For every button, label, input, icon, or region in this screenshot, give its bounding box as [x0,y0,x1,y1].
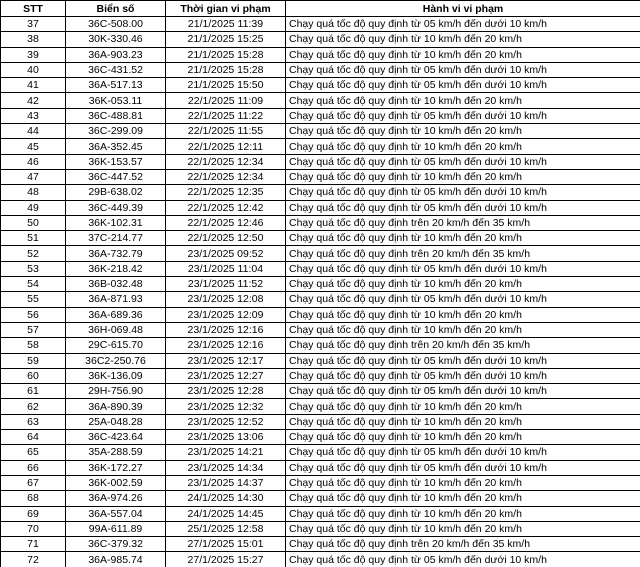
table-row [1,47,640,62]
cell-violation-behavior: Chạy quá tốc độ quy định từ 05 km/h đến dưới 10 km/h [286,292,640,307]
cell-violation-behavior: Chạy quá tốc độ quy định trên 20 km/h đến 35 km/h [286,215,640,230]
cell-license-plate: 36B-032.48 [66,277,166,292]
table-row [1,322,640,337]
cell-stt: 72 [1,552,66,567]
cell-license-plate: 36K-002.59 [66,475,166,490]
cell-license-plate: 36A-732.79 [66,246,166,261]
cell-violation-time: 23/1/2025 12:28 [166,384,286,399]
cell-violation-behavior: Chạy quá tốc độ quy định từ 05 km/h đến dưới 10 km/h [286,552,640,567]
cell-violation-time: 27/1/2025 15:27 [166,552,286,567]
cell-violation-time: 22/1/2025 12:50 [166,231,286,246]
cell-stt: 60 [1,368,66,383]
cell-stt: 64 [1,430,66,445]
cell-license-plate: 36C-488.81 [66,108,166,123]
cell-license-plate: 99A-611.89 [66,521,166,536]
cell-stt: 40 [1,62,66,77]
table-row [1,231,640,246]
cell-violation-behavior: Chạy quá tốc độ quy định từ 05 km/h đến dưới 10 km/h [286,384,640,399]
table-row [1,292,640,307]
header-violation-time: Thời gian vi phạm [166,1,286,17]
cell-violation-time: 23/1/2025 14:37 [166,475,286,490]
cell-violation-time: 23/1/2025 12:32 [166,399,286,414]
table-row [1,169,640,184]
cell-license-plate: 36A-871.93 [66,292,166,307]
table-row [1,384,640,399]
cell-stt: 41 [1,78,66,93]
cell-violation-time: 22/1/2025 12:35 [166,185,286,200]
table-body [1,17,640,567]
cell-stt: 47 [1,169,66,184]
header-license-plate: Biển số [66,1,166,17]
header-violation-behavior: Hành vi vi phạm [286,1,640,17]
cell-violation-time: 21/1/2025 15:25 [166,32,286,47]
cell-stt: 63 [1,414,66,429]
cell-violation-time: 23/1/2025 14:34 [166,460,286,475]
cell-license-plate: 36C-299.09 [66,124,166,139]
cell-violation-behavior: Chạy quá tốc độ quy định từ 05 km/h đến dưới 10 km/h [286,445,640,460]
cell-violation-behavior: Chạy quá tốc độ quy định từ 10 km/h đến 20 km/h [286,414,640,429]
cell-violation-behavior: Chạy quá tốc độ quy định từ 05 km/h đến dưới 10 km/h [286,108,640,123]
cell-license-plate: 36K-172.27 [66,460,166,475]
cell-stt: 45 [1,139,66,154]
cell-license-plate: 36A-903.23 [66,47,166,62]
table-row [1,506,640,521]
cell-stt: 67 [1,475,66,490]
cell-violation-time: 23/1/2025 12:27 [166,368,286,383]
cell-violation-time: 23/1/2025 12:16 [166,322,286,337]
cell-violation-behavior: Chạy quá tốc độ quy định trên 20 km/h đến 35 km/h [286,246,640,261]
cell-violation-behavior: Chạy quá tốc độ quy định từ 05 km/h đến dưới 10 km/h [286,261,640,276]
cell-violation-behavior: Chạy quá tốc độ quy định từ 05 km/h đến dưới 10 km/h [286,353,640,368]
cell-violation-behavior: Chạy quá tốc độ quy định từ 10 km/h đến 20 km/h [286,93,640,108]
cell-license-plate: 35A-288.59 [66,445,166,460]
table-row [1,521,640,536]
cell-stt: 57 [1,322,66,337]
cell-license-plate: 36K-153.57 [66,154,166,169]
cell-license-plate: 36C-508.00 [66,17,166,32]
cell-license-plate: 36A-557.04 [66,506,166,521]
cell-license-plate: 36A-689.36 [66,307,166,322]
cell-violation-time: 23/1/2025 12:16 [166,338,286,353]
table-row [1,460,640,475]
cell-violation-time: 23/1/2025 12:09 [166,307,286,322]
cell-violation-behavior: Chạy quá tốc độ quy định từ 05 km/h đến dưới 10 km/h [286,17,640,32]
cell-violation-time: 22/1/2025 12:34 [166,169,286,184]
cell-stt: 46 [1,154,66,169]
table-row [1,124,640,139]
cell-violation-time: 24/1/2025 14:45 [166,506,286,521]
cell-violation-time: 24/1/2025 14:30 [166,491,286,506]
cell-stt: 37 [1,17,66,32]
header-stt: STT [1,1,66,17]
cell-violation-behavior: Chạy quá tốc độ quy định từ 05 km/h đến dưới 10 km/h [286,78,640,93]
cell-violation-behavior: Chạy quá tốc độ quy định từ 05 km/h đến dưới 10 km/h [286,62,640,77]
cell-stt: 38 [1,32,66,47]
cell-stt: 61 [1,384,66,399]
cell-stt: 39 [1,47,66,62]
cell-stt: 62 [1,399,66,414]
cell-stt: 52 [1,246,66,261]
table-row [1,445,640,460]
cell-stt: 56 [1,307,66,322]
cell-license-plate: 29C-615.70 [66,338,166,353]
cell-violation-time: 21/1/2025 15:28 [166,62,286,77]
cell-violation-time: 23/1/2025 11:52 [166,277,286,292]
cell-violation-behavior: Chạy quá tốc độ quy định từ 05 km/h đến dưới 10 km/h [286,200,640,215]
cell-license-plate: 36C-379.32 [66,537,166,552]
cell-violation-time: 22/1/2025 11:09 [166,93,286,108]
cell-violation-behavior: Chạy quá tốc độ quy định từ 10 km/h đến 20 km/h [286,124,640,139]
cell-license-plate: 37C-214.77 [66,231,166,246]
cell-violation-time: 23/1/2025 12:17 [166,353,286,368]
table-row [1,414,640,429]
cell-violation-behavior: Chạy quá tốc độ quy định từ 10 km/h đến 20 km/h [286,506,640,521]
cell-violation-time: 21/1/2025 11:39 [166,17,286,32]
table-row [1,246,640,261]
cell-violation-time: 27/1/2025 15:01 [166,537,286,552]
table-row [1,430,640,445]
cell-stt: 50 [1,215,66,230]
table-row [1,154,640,169]
table-row [1,215,640,230]
cell-violation-behavior: Chạy quá tốc độ quy định từ 05 km/h đến dưới 10 km/h [286,154,640,169]
cell-stt: 71 [1,537,66,552]
cell-stt: 48 [1,185,66,200]
cell-violation-time: 22/1/2025 12:34 [166,154,286,169]
cell-violation-time: 23/1/2025 09:52 [166,246,286,261]
cell-stt: 59 [1,353,66,368]
cell-violation-behavior: Chạy quá tốc độ quy định từ 10 km/h đến 20 km/h [286,47,640,62]
cell-violation-behavior: Chạy quá tốc độ quy định từ 10 km/h đến 20 km/h [286,231,640,246]
table-row [1,62,640,77]
cell-license-plate: 36K-102.31 [66,215,166,230]
cell-license-plate: 36A-517.13 [66,78,166,93]
cell-stt: 68 [1,491,66,506]
cell-license-plate: 36C-449.39 [66,200,166,215]
cell-violation-behavior: Chạy quá tốc độ quy định từ 10 km/h đến 20 km/h [286,430,640,445]
cell-license-plate: 30K-330.46 [66,32,166,47]
table-row [1,261,640,276]
cell-violation-behavior: Chạy quá tốc độ quy định từ 10 km/h đến 20 km/h [286,399,640,414]
cell-stt: 51 [1,231,66,246]
cell-license-plate: 36A-974.26 [66,491,166,506]
table-row [1,368,640,383]
cell-stt: 55 [1,292,66,307]
cell-violation-behavior: Chạy quá tốc độ quy định từ 10 km/h đến 20 km/h [286,307,640,322]
cell-violation-time: 22/1/2025 11:22 [166,108,286,123]
cell-license-plate: 36K-053.11 [66,93,166,108]
cell-violation-behavior: Chạy quá tốc độ quy định từ 10 km/h đến 20 km/h [286,32,640,47]
table-row [1,17,640,32]
cell-violation-time: 21/1/2025 15:28 [166,47,286,62]
table-row [1,353,640,368]
cell-stt: 49 [1,200,66,215]
cell-violation-behavior: Chạy quá tốc độ quy định từ 10 km/h đến 20 km/h [286,491,640,506]
table-row [1,32,640,47]
cell-license-plate: 36C-431.52 [66,62,166,77]
cell-violation-time: 23/1/2025 13:06 [166,430,286,445]
cell-stt: 70 [1,521,66,536]
cell-violation-time: 21/1/2025 15:50 [166,78,286,93]
cell-violation-behavior: Chạy quá tốc độ quy định trên 20 km/h đến 35 km/h [286,537,640,552]
cell-license-plate: 29B-638.02 [66,185,166,200]
cell-license-plate: 36C-447.52 [66,169,166,184]
table-row [1,552,640,567]
cell-license-plate: 36H-069.48 [66,322,166,337]
cell-violation-time: 22/1/2025 12:42 [166,200,286,215]
cell-violation-behavior: Chạy quá tốc độ quy định từ 10 km/h đến 20 km/h [286,322,640,337]
table-row [1,399,640,414]
cell-license-plate: 36C-423.64 [66,430,166,445]
cell-violation-time: 22/1/2025 12:46 [166,215,286,230]
table-row [1,108,640,123]
cell-violation-behavior: Chạy quá tốc độ quy định từ 10 km/h đến 20 km/h [286,169,640,184]
cell-license-plate: 29H-756.90 [66,384,166,399]
cell-stt: 53 [1,261,66,276]
cell-license-plate: 36A-890.39 [66,399,166,414]
cell-violation-behavior: Chạy quá tốc độ quy định từ 05 km/h đến dưới 10 km/h [286,185,640,200]
table-row [1,78,640,93]
table-row [1,277,640,292]
cell-violation-behavior: Chạy quá tốc độ quy định từ 10 km/h đến 20 km/h [286,277,640,292]
cell-violation-time: 25/1/2025 12:58 [166,521,286,536]
cell-violation-time: 22/1/2025 11:55 [166,124,286,139]
cell-violation-behavior: Chạy quá tốc độ quy định từ 05 km/h đến dưới 10 km/h [286,368,640,383]
cell-stt: 58 [1,338,66,353]
table-row [1,139,640,154]
table-row [1,475,640,490]
cell-license-plate: 36C2-250.76 [66,353,166,368]
table-row [1,307,640,322]
table-row [1,491,640,506]
cell-stt: 44 [1,124,66,139]
cell-violation-time: 23/1/2025 12:08 [166,292,286,307]
cell-violation-behavior: Chạy quá tốc độ quy định từ 05 km/h đến dưới 10 km/h [286,460,640,475]
cell-license-plate: 25A-048.28 [66,414,166,429]
table-row [1,93,640,108]
cell-stt: 43 [1,108,66,123]
cell-stt: 66 [1,460,66,475]
cell-license-plate: 36A-985.74 [66,552,166,567]
cell-violation-behavior: Chạy quá tốc độ quy định từ 10 km/h đến 20 km/h [286,475,640,490]
cell-violation-time: 23/1/2025 14:21 [166,445,286,460]
table-row [1,338,640,353]
cell-license-plate: 36K-218.42 [66,261,166,276]
table-row [1,537,640,552]
cell-license-plate: 36K-136.09 [66,368,166,383]
cell-violation-time: 22/1/2025 12:11 [166,139,286,154]
cell-violation-behavior: Chạy quá tốc độ quy định từ 10 km/h đến 20 km/h [286,521,640,536]
cell-violation-time: 23/1/2025 11:04 [166,261,286,276]
cell-license-plate: 36A-352.45 [66,139,166,154]
cell-stt: 65 [1,445,66,460]
cell-stt: 42 [1,93,66,108]
cell-violation-behavior: Chạy quá tốc độ quy định trên 20 km/h đến 35 km/h [286,338,640,353]
table-header-row [1,1,640,17]
table-row [1,200,640,215]
cell-violation-time: 23/1/2025 12:52 [166,414,286,429]
cell-stt: 69 [1,506,66,521]
cell-stt: 54 [1,277,66,292]
table-row [1,185,640,200]
cell-violation-behavior: Chạy quá tốc độ quy định từ 10 km/h đến 20 km/h [286,139,640,154]
